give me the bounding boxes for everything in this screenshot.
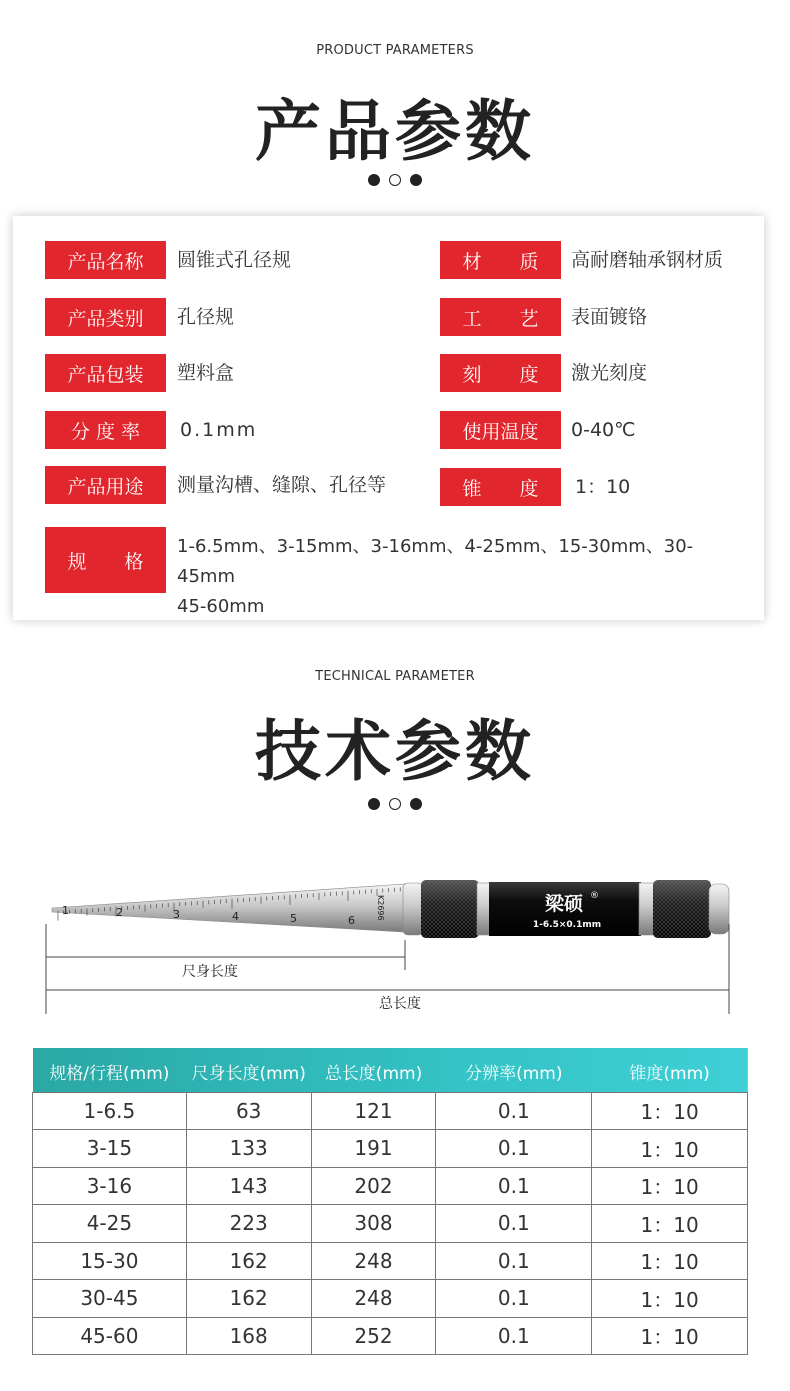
registered-mark: ® xyxy=(590,891,599,901)
table-cell: 0.1 xyxy=(436,1242,592,1280)
table-cell: 3-15 xyxy=(33,1130,187,1168)
table-cell: 1-6.5 xyxy=(33,1092,187,1130)
model-mark: K2696 xyxy=(376,895,385,921)
table-cell: 3-16 xyxy=(33,1167,187,1205)
table-cell: 1：10 xyxy=(592,1130,748,1168)
dot-icon xyxy=(410,174,422,186)
scale-number: 2 xyxy=(116,906,123,919)
total-length-label: 总长度 xyxy=(379,996,421,1012)
brand-mark: 梁硕 xyxy=(544,893,584,915)
param-value: 0-40℃ xyxy=(571,419,636,441)
spec-mark: 1-6.5×0.1mm xyxy=(532,920,602,930)
dot-icon xyxy=(410,798,422,810)
handle-ring xyxy=(639,883,655,935)
dot-hollow-icon xyxy=(389,174,401,186)
handle-collar xyxy=(403,883,423,935)
table-cell: 0.1 xyxy=(436,1205,592,1243)
table-cell: 1：10 xyxy=(592,1205,748,1243)
table-cell: 0.1 xyxy=(436,1130,592,1168)
param-value: 孔径规 xyxy=(177,306,235,328)
table-row xyxy=(33,1280,748,1318)
table-cell: 143 xyxy=(186,1167,311,1205)
scale-number: 6 xyxy=(348,914,355,927)
table-cell: 162 xyxy=(186,1280,311,1318)
taper-gauge-drawing xyxy=(0,850,790,1030)
table-row xyxy=(33,1317,748,1355)
handle-ring xyxy=(477,883,491,935)
table-cell: 15-30 xyxy=(33,1242,187,1280)
param-value: 1：10 xyxy=(575,476,631,498)
spec-line: 45-60mm xyxy=(177,596,265,617)
table-cell: 133 xyxy=(186,1130,311,1168)
param-value: 圆锥式孔径规 xyxy=(177,249,292,271)
table-cell: 0.1 xyxy=(436,1317,592,1355)
scale-number: 1 xyxy=(62,904,69,917)
section-subtitle: TECHNICAL PARAMETER xyxy=(315,669,475,684)
table-row xyxy=(33,1167,748,1205)
param-value: 高耐磨轴承钢材质 xyxy=(571,249,724,271)
column-header: 锥度(mm) xyxy=(629,1064,710,1085)
table-cell: 248 xyxy=(311,1280,436,1318)
param-label: 产品包装 xyxy=(45,354,166,392)
table-cell: 252 xyxy=(311,1317,436,1355)
spec-label: 规 格 xyxy=(45,527,166,593)
table-cell: 202 xyxy=(311,1167,436,1205)
scale-number: 3 xyxy=(173,908,180,921)
table-cell: 45-60 xyxy=(33,1317,187,1355)
table-cell: 1：10 xyxy=(592,1092,748,1130)
column-header: 规格/行程(mm) xyxy=(49,1064,170,1085)
param-label: 产品名称 xyxy=(45,241,166,279)
dot-icon xyxy=(368,174,380,186)
parameter-card xyxy=(13,216,764,620)
table-cell: 4-25 xyxy=(33,1205,187,1243)
param-label: 锥 度 xyxy=(440,468,561,506)
column-header: 尺身长度(mm) xyxy=(191,1064,306,1085)
table-cell: 63 xyxy=(186,1092,311,1130)
param-label: 产品类别 xyxy=(45,298,166,336)
section-subtitle: PRODUCT PARAMETERS xyxy=(316,43,474,58)
table-row xyxy=(33,1092,748,1130)
table-cell: 0.1 xyxy=(436,1092,592,1130)
table-header-row xyxy=(33,1048,748,1092)
table-cell: 168 xyxy=(186,1317,311,1355)
carousel-dots xyxy=(0,174,790,186)
param-label: 刻 度 xyxy=(440,354,561,392)
param-value: 塑料盒 xyxy=(177,362,235,384)
spec-value xyxy=(177,532,747,622)
table-row xyxy=(33,1130,748,1168)
param-value: 测量沟槽、缝隙、孔径等 xyxy=(177,474,387,496)
table-cell: 223 xyxy=(186,1205,311,1243)
section-title: 产品参数 xyxy=(255,93,535,170)
param-value: 0.1mm xyxy=(180,419,258,441)
table-cell: 0.1 xyxy=(436,1280,592,1318)
table-cell: 1：10 xyxy=(592,1242,748,1280)
scale-number: 5 xyxy=(290,912,297,925)
table-cell: 162 xyxy=(186,1242,311,1280)
table-body xyxy=(33,1092,748,1355)
table-row xyxy=(33,1205,748,1243)
ruler-length-label: 尺身长度 xyxy=(182,964,238,980)
table-cell: 308 xyxy=(311,1205,436,1243)
technical-parameter-table xyxy=(32,1048,748,1355)
section-title: 技术参数 xyxy=(255,713,535,790)
dot-hollow-icon xyxy=(389,798,401,810)
param-label: 材 质 xyxy=(440,241,561,279)
table-cell: 191 xyxy=(311,1130,436,1168)
param-label: 使用温度 xyxy=(440,411,561,449)
param-label: 分 度 率 xyxy=(45,411,166,449)
table-cell: 0.1 xyxy=(436,1167,592,1205)
carousel-dots xyxy=(0,798,790,810)
table-row xyxy=(33,1242,748,1280)
column-header: 总长度(mm) xyxy=(324,1064,423,1085)
table-cell: 1：10 xyxy=(592,1167,748,1205)
column-header: 分辨率(mm) xyxy=(465,1064,563,1085)
param-label: 产品用途 xyxy=(45,466,166,504)
table-cell: 1：10 xyxy=(592,1280,748,1318)
spec-line: 1-6.5mm、3-15mm、3-16mm、4-25mm、15-30mm、30-45mm xyxy=(177,536,694,587)
dot-icon xyxy=(368,798,380,810)
table-cell: 121 xyxy=(311,1092,436,1130)
param-value: 激光刻度 xyxy=(571,362,648,384)
scale-number: 4 xyxy=(232,910,239,923)
handle-end-cap xyxy=(709,884,729,934)
table-cell: 248 xyxy=(311,1242,436,1280)
table-cell: 1：10 xyxy=(592,1317,748,1355)
param-label: 工 艺 xyxy=(440,298,561,336)
table-cell: 30-45 xyxy=(33,1280,187,1318)
param-value: 表面镀铬 xyxy=(571,306,648,328)
